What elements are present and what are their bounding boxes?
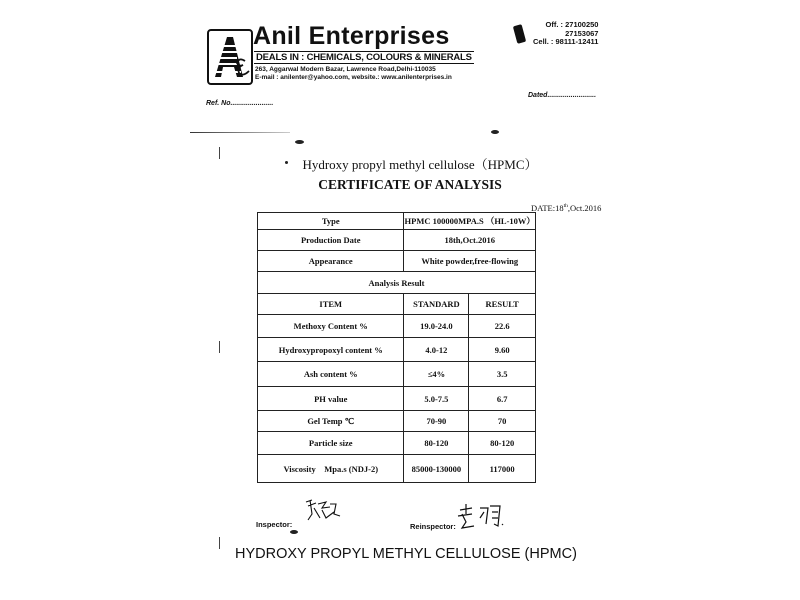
info-value: White powder,free-flowing: [404, 251, 536, 272]
result-cell: 6.7: [469, 387, 536, 411]
table-row: [258, 411, 536, 432]
scan-mark: [219, 537, 220, 549]
certificate-title: CERTIFICATE OF ANALYSIS: [318, 177, 502, 192]
phone-numbers: [533, 21, 598, 47]
company-name: Anil Enterprises: [253, 22, 450, 50]
analysis-table: [257, 212, 536, 483]
phone-icon: [513, 24, 526, 44]
date-suffix-sup: th: [563, 203, 568, 210]
standard-cell: 19.0-24.0: [404, 315, 469, 338]
analysis-result-header: Analysis Result: [258, 272, 536, 294]
result-cell: 3.5: [469, 362, 536, 387]
ref-no-field: Ref. No......................: [206, 100, 274, 107]
item-cell: Hydroxypropoxyl content %: [258, 338, 404, 362]
table-row: [258, 362, 536, 387]
office-phone-1: Off. : 27100250: [545, 20, 599, 29]
reinspector-signature: [456, 502, 506, 532]
scan-mark: [219, 341, 220, 353]
info-row-type: [258, 213, 536, 230]
standard-cell: 85000-130000: [404, 455, 469, 483]
scan-mark: [491, 130, 499, 134]
email-website-line: E-mail : anilenter@yahoo.com, website.: www.anilenterprises.in: [255, 74, 452, 81]
dated-field: Dated.........................: [528, 92, 597, 99]
item-cell: Viscosity Mpa.s (NDJ-2): [258, 455, 404, 483]
cell-phone: Cell. : 98111-12411: [533, 37, 599, 46]
info-label: Appearance: [258, 251, 404, 272]
reinspector-label: Reinspector:: [410, 522, 456, 531]
scan-mark: [295, 140, 304, 144]
logo-mark: [209, 31, 251, 83]
result-cell: 80-120: [469, 432, 536, 455]
table-row: [258, 338, 536, 362]
standard-cell: 5.0-7.5: [404, 387, 469, 411]
column-header-item: ITEM: [258, 294, 404, 315]
item-cell: Particle size: [258, 432, 404, 455]
info-row-appearance: [258, 251, 536, 272]
info-label: Type: [258, 213, 404, 230]
standard-cell: 80-120: [404, 432, 469, 455]
item-cell: PH value: [258, 387, 404, 411]
footer-product-name: HYDROXY PROPYL METHYL CELLULOSE (HPMC): [235, 546, 577, 562]
product-subtitle: Hydroxy propyl methyl cellulose（HPMC）: [302, 157, 538, 172]
result-cell: 117000: [469, 455, 536, 483]
company-logo: [207, 29, 253, 85]
column-header-row: [258, 294, 536, 315]
table-row: [258, 315, 536, 338]
standard-cell: 70-90: [404, 411, 469, 432]
column-header-result: RESULT: [469, 294, 536, 315]
divider-line: [190, 132, 290, 133]
scan-mark: [290, 530, 298, 534]
item-cell: Ash content %: [258, 362, 404, 387]
inspector-signature: [302, 496, 342, 524]
column-header-standard: STANDARD: [404, 294, 469, 315]
table-row: [258, 387, 536, 411]
deals-in-line: DEALS IN : CHEMICALS, COLOURS & MINERALS: [256, 52, 472, 63]
table-row: [258, 432, 536, 455]
date-prefix: DATE:18: [531, 203, 564, 213]
date-suffix: ,Oct.2016: [567, 203, 602, 213]
info-value: 18th,Oct.2016: [404, 230, 536, 251]
analysis-result-header-row: [258, 272, 536, 294]
info-row-production-date: [258, 230, 536, 251]
company-address: [255, 66, 452, 82]
result-cell: 9.60: [469, 338, 536, 362]
standard-cell: ≤4%: [404, 362, 469, 387]
info-label: Production Date: [258, 230, 404, 251]
result-cell: 22.6: [469, 315, 536, 338]
certificate-date: [531, 203, 601, 213]
inspector-label: Inspector:: [256, 520, 293, 529]
table-row: [258, 455, 536, 483]
item-cell: Gel Temp ℃: [258, 411, 404, 432]
standard-cell: 4.0-12: [404, 338, 469, 362]
result-cell: 70: [469, 411, 536, 432]
item-cell: Methoxy Content %: [258, 315, 404, 338]
office-phone-2: 27153067: [565, 28, 599, 38]
address-line: 263, Aggarwal Modern Bazar, Lawrence Road,Delhi-110035: [255, 66, 436, 73]
info-value: HPMC 100000MPA.S （HL-10W）: [404, 213, 536, 230]
